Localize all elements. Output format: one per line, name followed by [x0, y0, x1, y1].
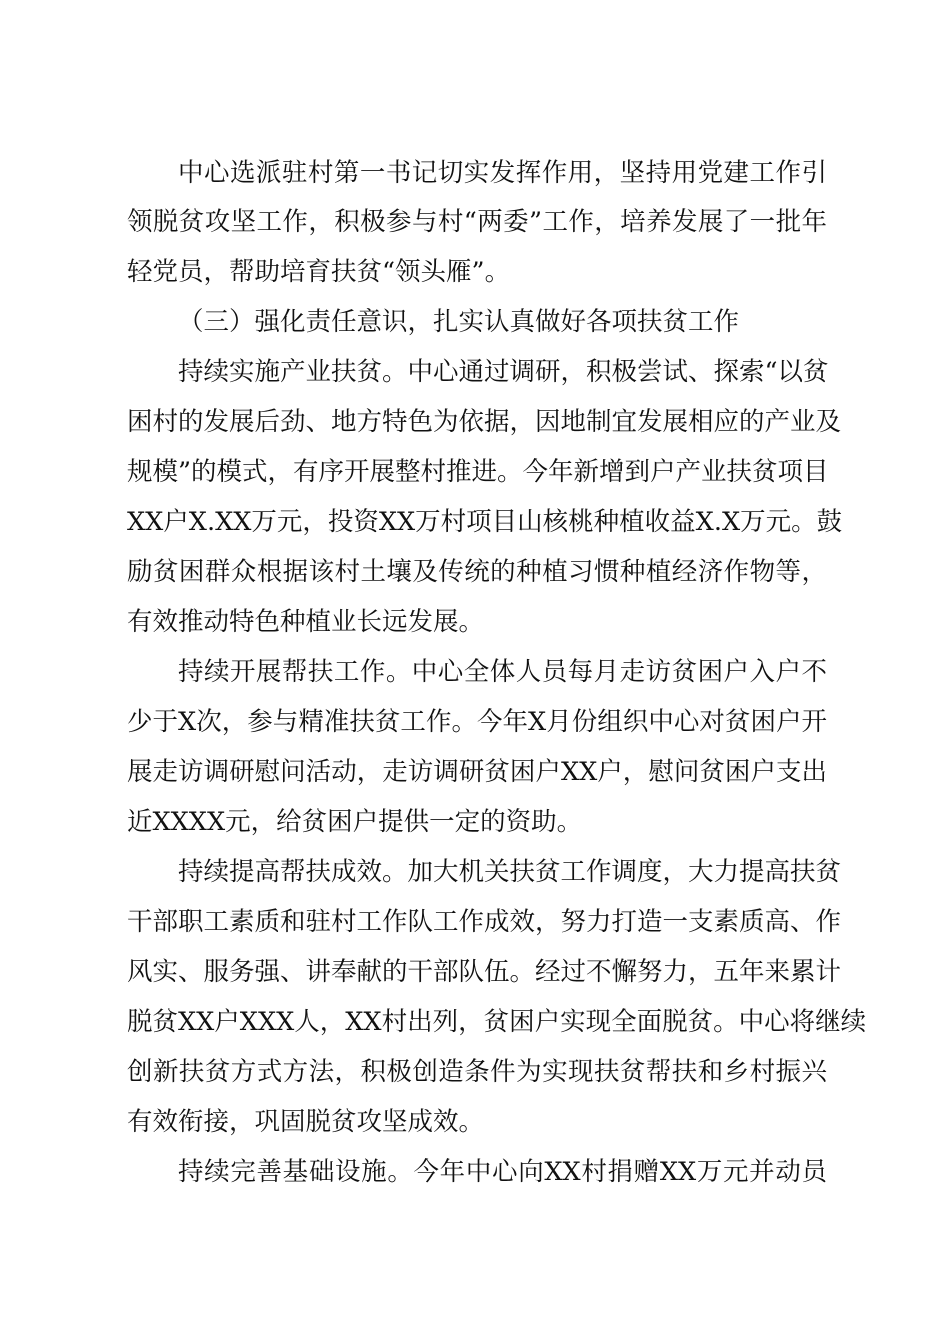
text-line: 持续开展帮扶工作。中心全体人员每月走访贫困户入户不 — [178, 657, 827, 687]
text-line: 持续实施产业扶贫。中心通过调研，积极尝试、探索“以贫 — [178, 357, 829, 387]
text-line: 展走访调研慰问活动，走访调研贫困户XX户，慰问贫困户支出 — [127, 757, 827, 787]
section-heading: （三）强化责任意识，扎实认真做好各项扶贫工作 — [178, 307, 740, 337]
text-line: 规模”的模式，有序开展整村推进。今年新增到户产业扶贫项目 — [127, 457, 829, 487]
text-line: 轻党员，帮助培育扶贫“领头雁”。 — [127, 257, 511, 287]
text-line: 干部职工素质和驻村工作队工作成效，努力打造一支素质高、作 — [127, 907, 842, 937]
text-line: XX户X.XX万元，投资XX万村项目山核桃种植收益X.X万元。鼓 — [127, 507, 843, 537]
text-line: 有效推动特色种植业长远发展。 — [127, 607, 485, 637]
text-line: 持续完善基础设施。今年中心向XX村捐赠XX万元并动员 — [178, 1157, 827, 1187]
text-line: 近XXXX元，给贫困户提供一定的资助。 — [127, 807, 583, 837]
text-line: 困村的发展后劲、地方特色为依据，因地制宜发展相应的产业及 — [127, 407, 842, 437]
text-line: 风实、服务强、讲奉献的干部队伍。经过不懈努力，五年来累计 — [127, 957, 842, 987]
text-line: 脱贫XX户XXX人，XX村出列，贫困户实现全面脱贫。中心将继续 — [127, 1007, 867, 1037]
text-line: 有效衔接，巩固脱贫攻坚成效。 — [127, 1107, 485, 1137]
text-line: 持续提高帮扶成效。加大机关扶贫工作调度，大力提高扶贫 — [178, 857, 842, 887]
text-line: 少于X次，参与精准扶贫工作。今年X月份组织中心对贫困户开 — [127, 707, 827, 737]
text-line: 励贫困群众根据该村土壤及传统的种植习惯种植经济作物等， — [127, 557, 827, 587]
text-line: 创新扶贫方式方法，积极创造条件为实现扶贫帮扶和乡村振兴 — [127, 1057, 827, 1087]
text-line: 中心选派驻村第一书记切实发挥作用，坚持用党建工作引 — [178, 158, 827, 188]
text-line: 领脱贫攻坚工作，积极参与村“两委”工作，培养发展了一批年 — [127, 207, 827, 237]
